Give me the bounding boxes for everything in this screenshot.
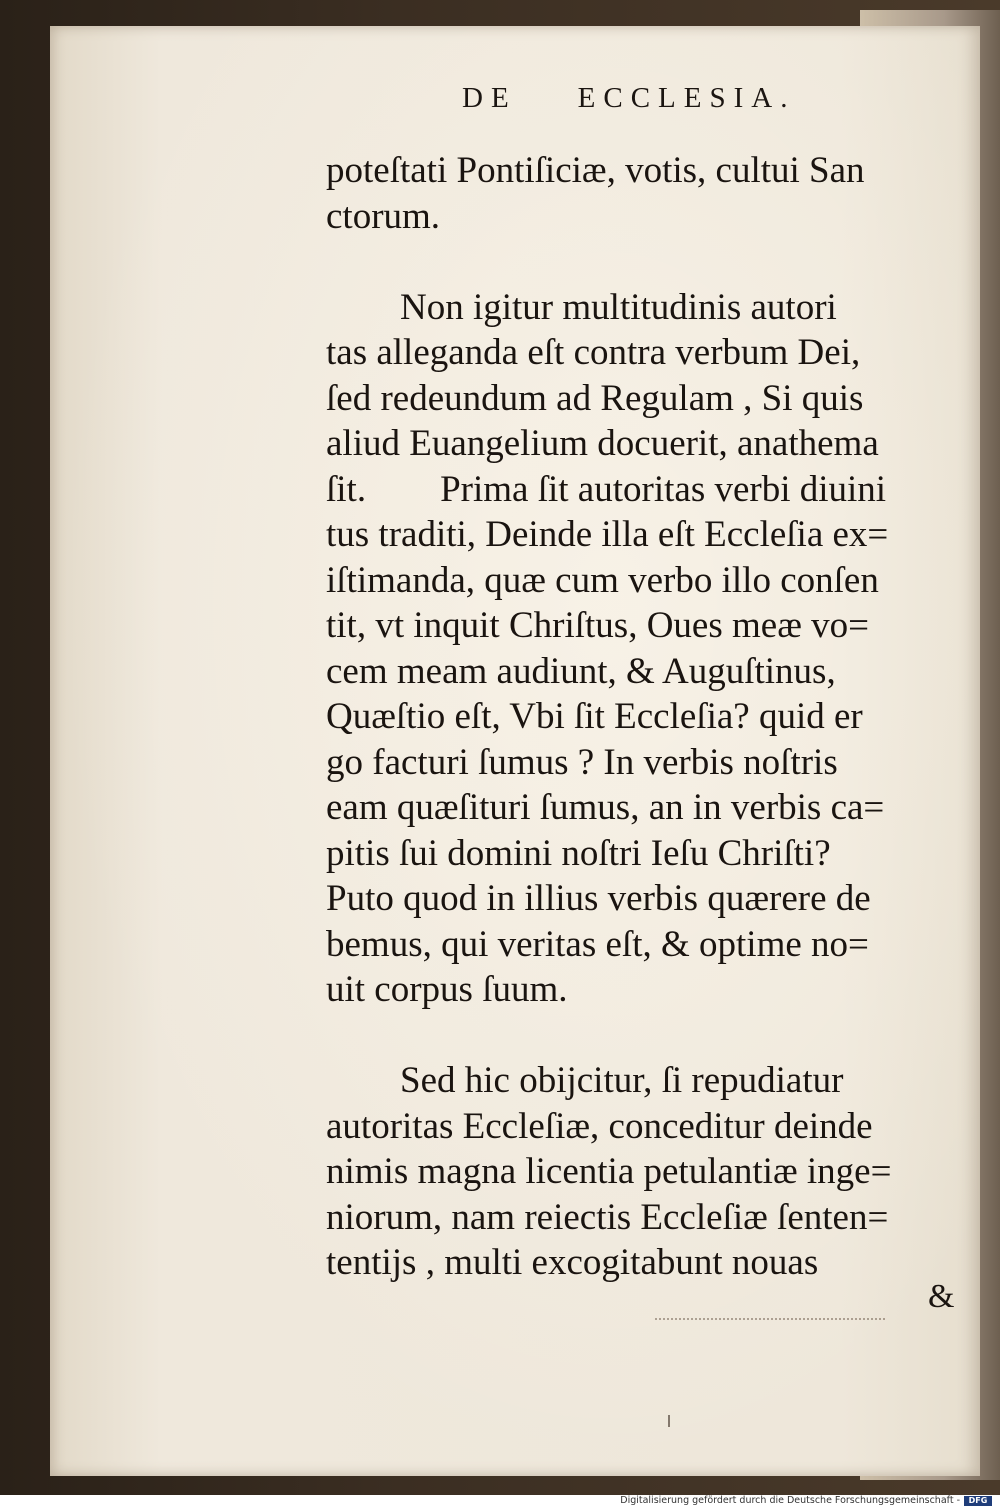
catchword: & (928, 1278, 955, 1315)
text-line: niorum, nam reiectis Eccleſiæ ſenten= (326, 1196, 889, 1238)
dfg-logo-icon: DFG (964, 1496, 992, 1506)
text-line: cem meam audiunt, & Auguſtinus, (326, 650, 836, 692)
text-line: eam quæſituri ſumus, an in verbis ca= (326, 787, 885, 828)
ink-smudge-decoration (655, 1318, 885, 1328)
text-line: pitis ſui domini noſtri Ieſu Chriſti? (326, 832, 831, 874)
text-line: go facturi ſumus ? In verbis noſtris (326, 741, 838, 783)
paragraph-gap (326, 1013, 976, 1059)
ink-mark-decoration (668, 1415, 670, 1427)
funding-notice: Digitalisierung gefördert durch die Deutsche Forschungsgemeinschaft - (620, 1495, 960, 1506)
paragraph-1 (326, 148, 976, 239)
text-line: tus traditi, Deinde illa eſt Eccleſia ex= (326, 514, 889, 555)
text-line: iſtimanda, quæ cum verbo illo conſen (326, 559, 879, 601)
text-line: Puto quod in illius verbis quærere de (326, 878, 871, 919)
text-line: nimis magna licentia petulantiæ inge= (326, 1151, 892, 1192)
text-line: Sed hic obijcitur, ſi repudiatur (326, 1060, 844, 1101)
text-line: bemus, qui veritas eſt, & optime no= (326, 923, 869, 965)
text-line: ſed redeundum ad Regulam , Si quis (326, 377, 864, 419)
body-text (326, 148, 976, 1286)
paragraph-3 (326, 1058, 976, 1286)
text-line: ſit. Prima ſit autoritas verbi diuini (326, 468, 887, 510)
text-line: uit corpus ſuum. (326, 969, 568, 1010)
running-head: DE ECCLESIA. (462, 82, 796, 114)
text-line: poteſtati Pontiſiciæ, votis, cultui San (326, 150, 865, 191)
paragraph-gap (326, 239, 976, 285)
text-line: aliud Euangelium docuerit, anathema (326, 423, 879, 464)
text-line: Non igitur multitudinis autori (326, 286, 837, 328)
footer-bar (0, 1495, 1000, 1507)
text-line: Quæſtio eſt, Vbi ſit Eccleſia? quid er (326, 696, 863, 737)
text-line: autoritas Eccleſiæ, conceditur deinde (326, 1105, 873, 1147)
paragraph-2 (326, 285, 976, 1013)
text-line: tas alleganda eſt contra verbum Dei, (326, 332, 861, 373)
text-line: tentijs , multi excogitabunt nouas (326, 1242, 819, 1283)
text-line: tit, vt inquit Chriſtus, Oues meæ vo= (326, 605, 869, 646)
text-line: ctorum. (326, 195, 441, 237)
